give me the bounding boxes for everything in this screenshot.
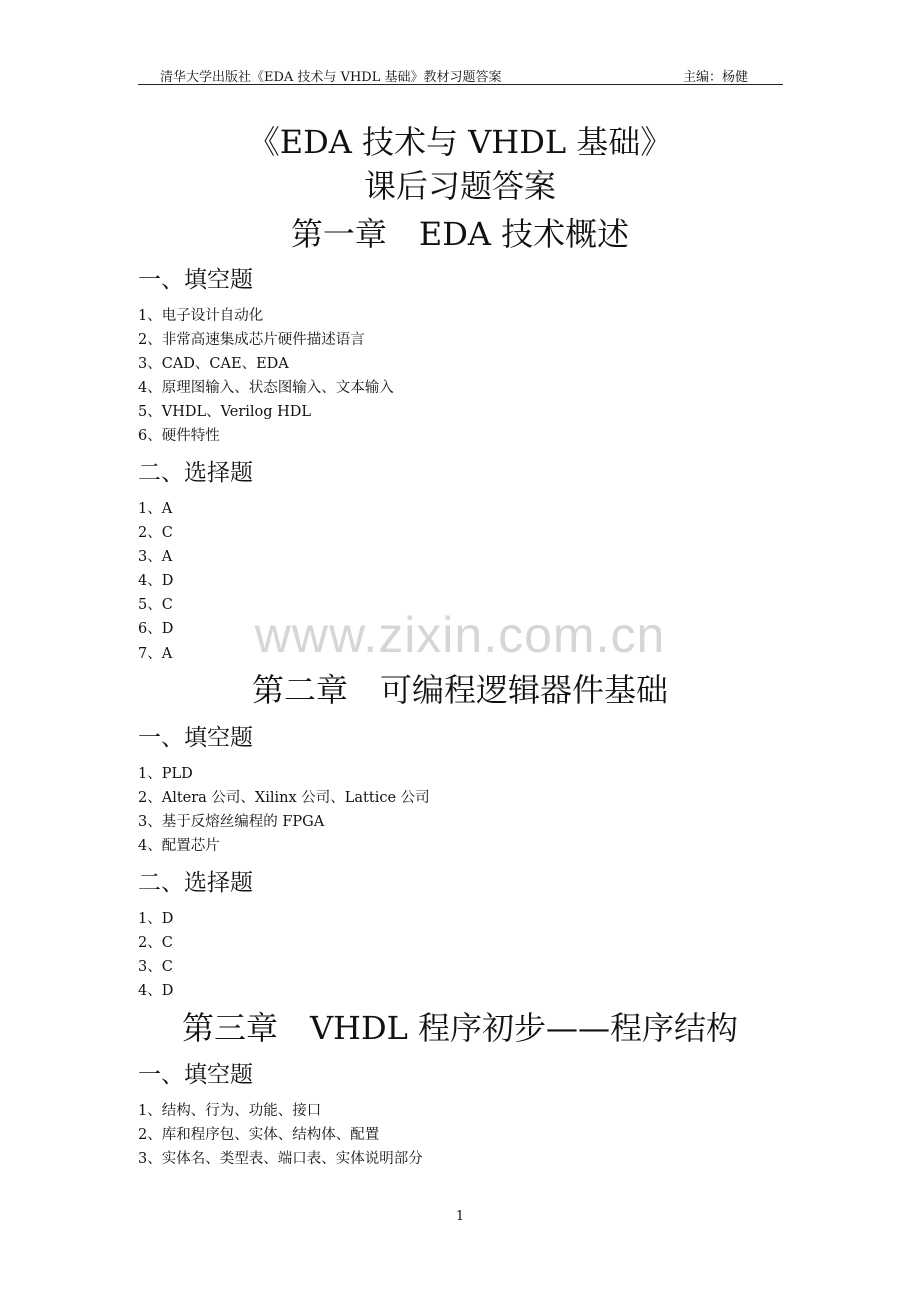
answer-item: 2、非常高速集成芯片硬件描述语言	[138, 332, 365, 348]
book-subtitle: 课后习题答案	[363, 167, 556, 205]
answer-item: 4、D	[138, 983, 174, 999]
header-rule	[138, 84, 783, 85]
chapter-title: 第二章 可编程逻辑器件基础	[251, 671, 668, 709]
answer-item: 2、C	[138, 525, 173, 541]
answer-item: 2、库和程序包、实体、结构体、配置	[138, 1127, 380, 1143]
section-heading: 一、填空题	[138, 1062, 253, 1088]
chapter-title: 第一章 EDA 技术概述	[290, 215, 630, 253]
page-number: 1	[455, 1209, 465, 1224]
running-header-right: 主编：杨健	[683, 70, 749, 85]
answer-item: 1、A	[138, 501, 173, 517]
chapter-title: 第三章 VHDL 程序初步——程序结构	[181, 1009, 739, 1047]
watermark: www.zixin.com.cn	[254, 607, 666, 663]
answer-item: 2、C	[138, 935, 173, 951]
section-heading: 二、选择题	[138, 460, 253, 486]
answer-item: 6、D	[138, 621, 174, 637]
answer-item: 1、电子设计自动化	[138, 308, 264, 324]
book-title: 《EDA 技术与 VHDL 基础》	[247, 123, 673, 161]
section-heading: 一、填空题	[138, 267, 253, 293]
answer-item: 4、D	[138, 573, 174, 589]
answer-item: 3、实体名、类型表、端口表、实体说明部分	[138, 1151, 423, 1167]
answer-item: 3、基于反熔丝编程的 FPGA	[138, 814, 325, 830]
answer-item: 4、原理图输入、状态图输入、文本输入	[138, 380, 394, 396]
answer-item: 5、VHDL、Verilog HDL	[138, 404, 312, 420]
answer-item: 1、PLD	[138, 766, 193, 782]
answer-item: 6、硬件特性	[138, 428, 220, 444]
answer-item: 3、CAD、CAE、EDA	[138, 356, 289, 372]
answer-item: 2、Altera 公司、Xilinx 公司、Lattice 公司	[138, 790, 430, 806]
answer-item: 4、配置芯片	[138, 838, 220, 854]
answer-item: 5、C	[138, 597, 173, 613]
section-heading: 一、填空题	[138, 725, 253, 751]
answer-item: 1、结构、行为、功能、接口	[138, 1103, 322, 1119]
answer-item: 3、A	[138, 549, 173, 565]
answer-item: 7、A	[138, 646, 173, 662]
section-heading: 二、选择题	[138, 870, 253, 896]
running-header-left: 清华大学出版社《EDA 技术与 VHDL 基础》教材习题答案	[160, 70, 502, 85]
answer-item: 3、C	[138, 959, 173, 975]
answer-item: 1、D	[138, 911, 174, 927]
